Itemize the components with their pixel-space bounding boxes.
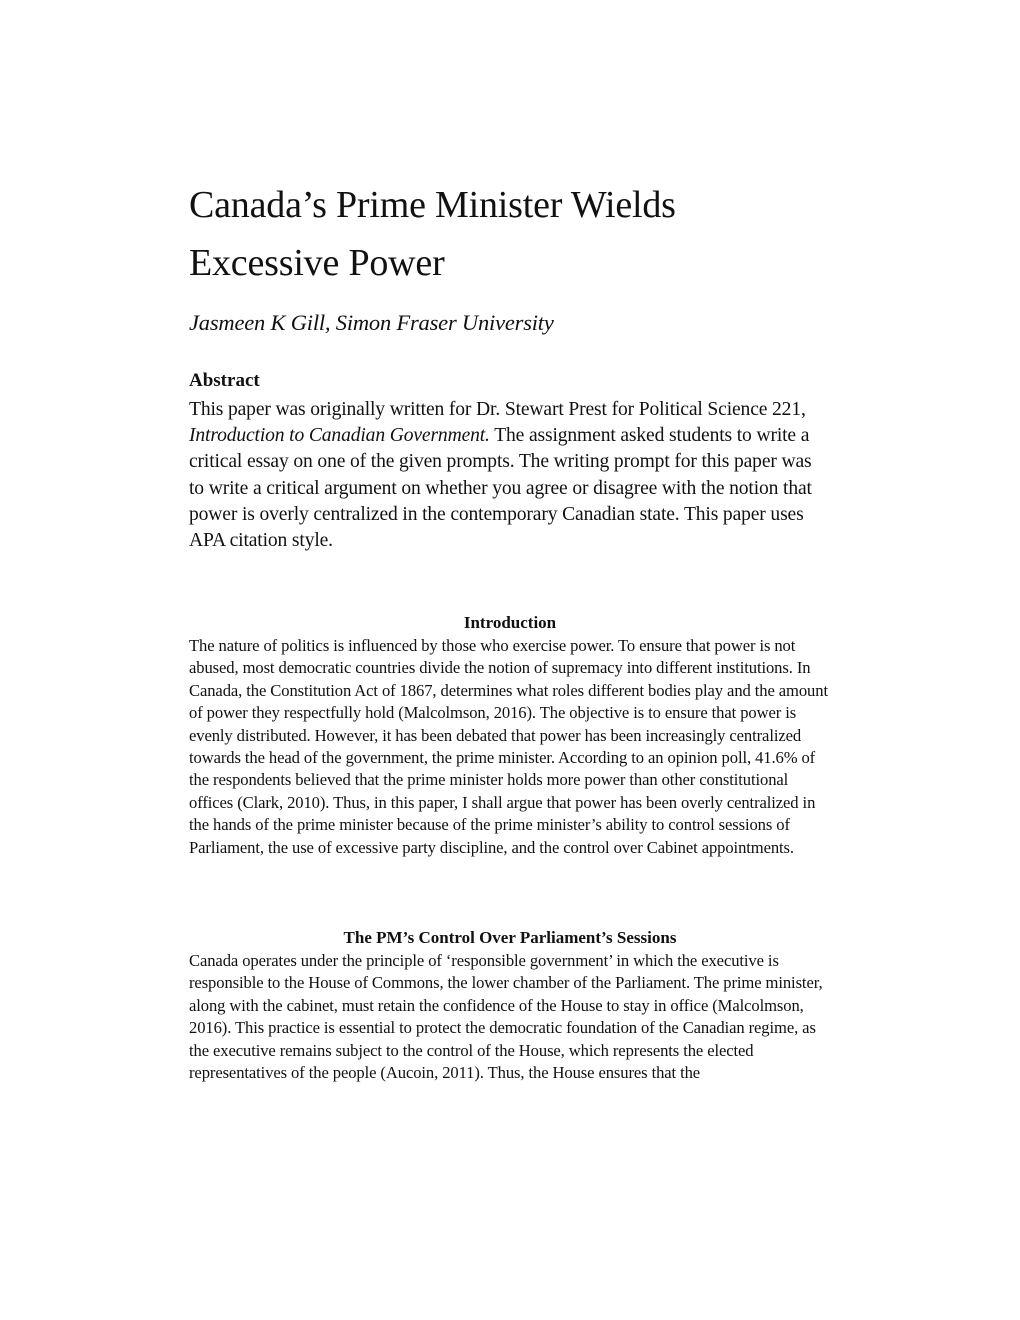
title-line-2: Excessive Power xyxy=(189,242,445,284)
title-line-1: Canada’s Prime Minister Wields xyxy=(189,184,676,226)
section-text-introduction: The nature of politics is influenced by those who exercise power. To ensure that power is not abused, most democratic countries divide the notion of supremacy into different institutions. In Canada, the Constitution Act of 1867, determines what roles different bodies play and the amount of power they respectfully hold (Malcolmson, 2016). The objective is to ensure that power is evenly distributed. However, it has been debated that power has been increasingly centralized towards the head of the government, the prime minister. According to an opinion poll, 41.6% of the respondents believed that the prime minister holds more power than other constitutional offices (Clark, 2010). Thus, in this paper, I shall argue that power has been overly centralized in the hands of the prime minister because of the prime minister’s ability to control sessions of Parliament, the use of excessive party discipline, and the control over Cabinet appointments. xyxy=(189,636,828,857)
abstract-text-start: This paper was originally written for Dr. Stewart Prest for Political Science 221, xyxy=(189,399,806,420)
author-byline: Jasmeen K Gill, Simon Fraser University xyxy=(189,310,554,335)
section-heading-introduction: Introduction xyxy=(463,613,557,632)
abstract-text-end: The assignment asked students to write a critical essay on one of the given prompts. The writing prompt for this paper was to write a critical argument on whether you agree or disagree with the notion that power is overly centralized in the contemporary Canadian state. This paper uses APA citation style. xyxy=(189,425,812,552)
section-heading-pm-control: The PM’s Control Over Parliament’s Sessions xyxy=(343,928,677,947)
abstract-heading: Abstract xyxy=(189,370,260,391)
paper-title xyxy=(189,176,809,292)
section-text-pm-control: Canada operates under the principle of ‘responsible government’ in which the executive is responsible to the House of Commons, the lower chamber of the Parliament. The prime minister, along with the cabinet, must retain the confidence of the House to stay in office (Malcolmson, 2016). This practice is essential to protect the democratic foundation of the Canadian regime, as the executive remains subject to the control of the House, which represents the elected representatives of the people (Aucoin, 2011). Thus, the House ensures that the xyxy=(189,951,823,1083)
course-title: Introduction to Canadian Government. xyxy=(189,425,490,447)
abstract-text xyxy=(189,397,821,554)
